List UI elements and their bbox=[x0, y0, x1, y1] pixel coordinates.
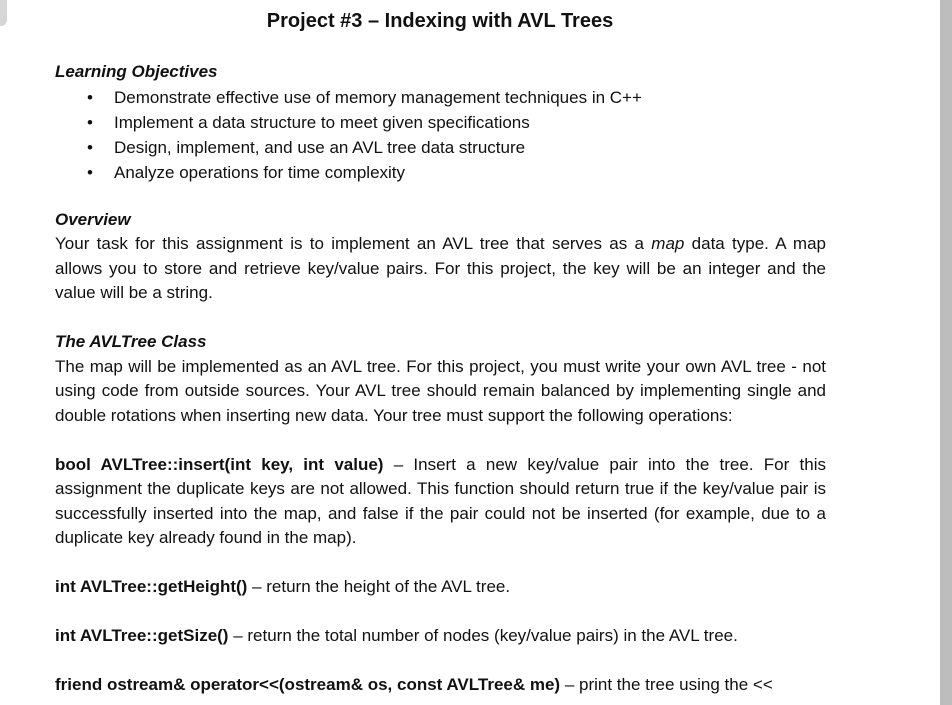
list-item bbox=[55, 135, 826, 160]
objective-text: Analyze operations for time complexity bbox=[114, 162, 406, 182]
operation-get-height bbox=[55, 575, 826, 600]
bullet-icon: • bbox=[87, 87, 93, 107]
overview-text: data type. A map allows you to store and retrieve key/value pairs. For this project, the key will be an integer and the value will be a string. bbox=[55, 234, 827, 302]
operation-insert bbox=[55, 453, 826, 551]
bullet-icon: • bbox=[87, 162, 93, 182]
function-signature: bool AVLTree::insert(int key, int value) bbox=[55, 454, 384, 474]
function-signature: int AVLTree::getHeight() bbox=[55, 577, 248, 596]
avltree-class-heading: The AVLTree Class bbox=[55, 332, 207, 351]
objectives-heading: Learning Objectives bbox=[55, 62, 218, 81]
overview-paragraph bbox=[55, 232, 826, 306]
window-edge bbox=[940, 0, 952, 705]
list-item bbox=[55, 85, 826, 110]
operation-get-size bbox=[55, 624, 826, 649]
page-title: Project #3 – Indexing with AVL Trees bbox=[266, 10, 614, 32]
objectives-list bbox=[55, 85, 826, 185]
overview-text: Your task for this assignment is to implement an AVL tree that serves as a bbox=[55, 234, 652, 253]
document-body bbox=[55, 60, 826, 698]
objective-text: Demonstrate effective use of memory management techniques in C++ bbox=[114, 87, 642, 107]
objective-text: Implement a data structure to meet given specifications bbox=[114, 112, 530, 132]
avltree-class-paragraph: The map will be implemented as an AVL tree. For this project, you must write your own AVL tree - not using code from outside sources. Your AVL tree should remain balanced by implementing single and double rotations when inserting new data. Your tree must support the following operations: bbox=[55, 356, 826, 425]
list-item bbox=[55, 110, 826, 135]
bullet-icon: • bbox=[87, 137, 93, 157]
function-description: – Insert a new key/value pair into the tree. For this assignment the duplicate keys are not allowed. This function should return true if the key/value pair is successfully inserted into the map, and false if the pair could not be inserted (for example, due to a duplicate key already found in the map). bbox=[55, 454, 826, 547]
function-signature: friend ostream& operator<<(ostream& os, const AVLTree& me) bbox=[55, 675, 561, 694]
function-description: – print the tree using the << bbox=[560, 675, 773, 694]
list-item bbox=[55, 160, 826, 185]
objective-text: Design, implement, and use an AVL tree data structure bbox=[114, 137, 526, 157]
overview-heading: Overview bbox=[55, 209, 131, 229]
overview-emphasis: map bbox=[651, 234, 685, 253]
bullet-icon: • bbox=[87, 112, 93, 132]
function-description: – return the height of the AVL tree. bbox=[247, 577, 511, 596]
function-signature: int AVLTree::getSize() bbox=[55, 626, 229, 645]
function-description: – return the total number of nodes (key/value pairs) in the AVL tree. bbox=[228, 626, 738, 645]
operation-output-operator bbox=[55, 673, 826, 698]
